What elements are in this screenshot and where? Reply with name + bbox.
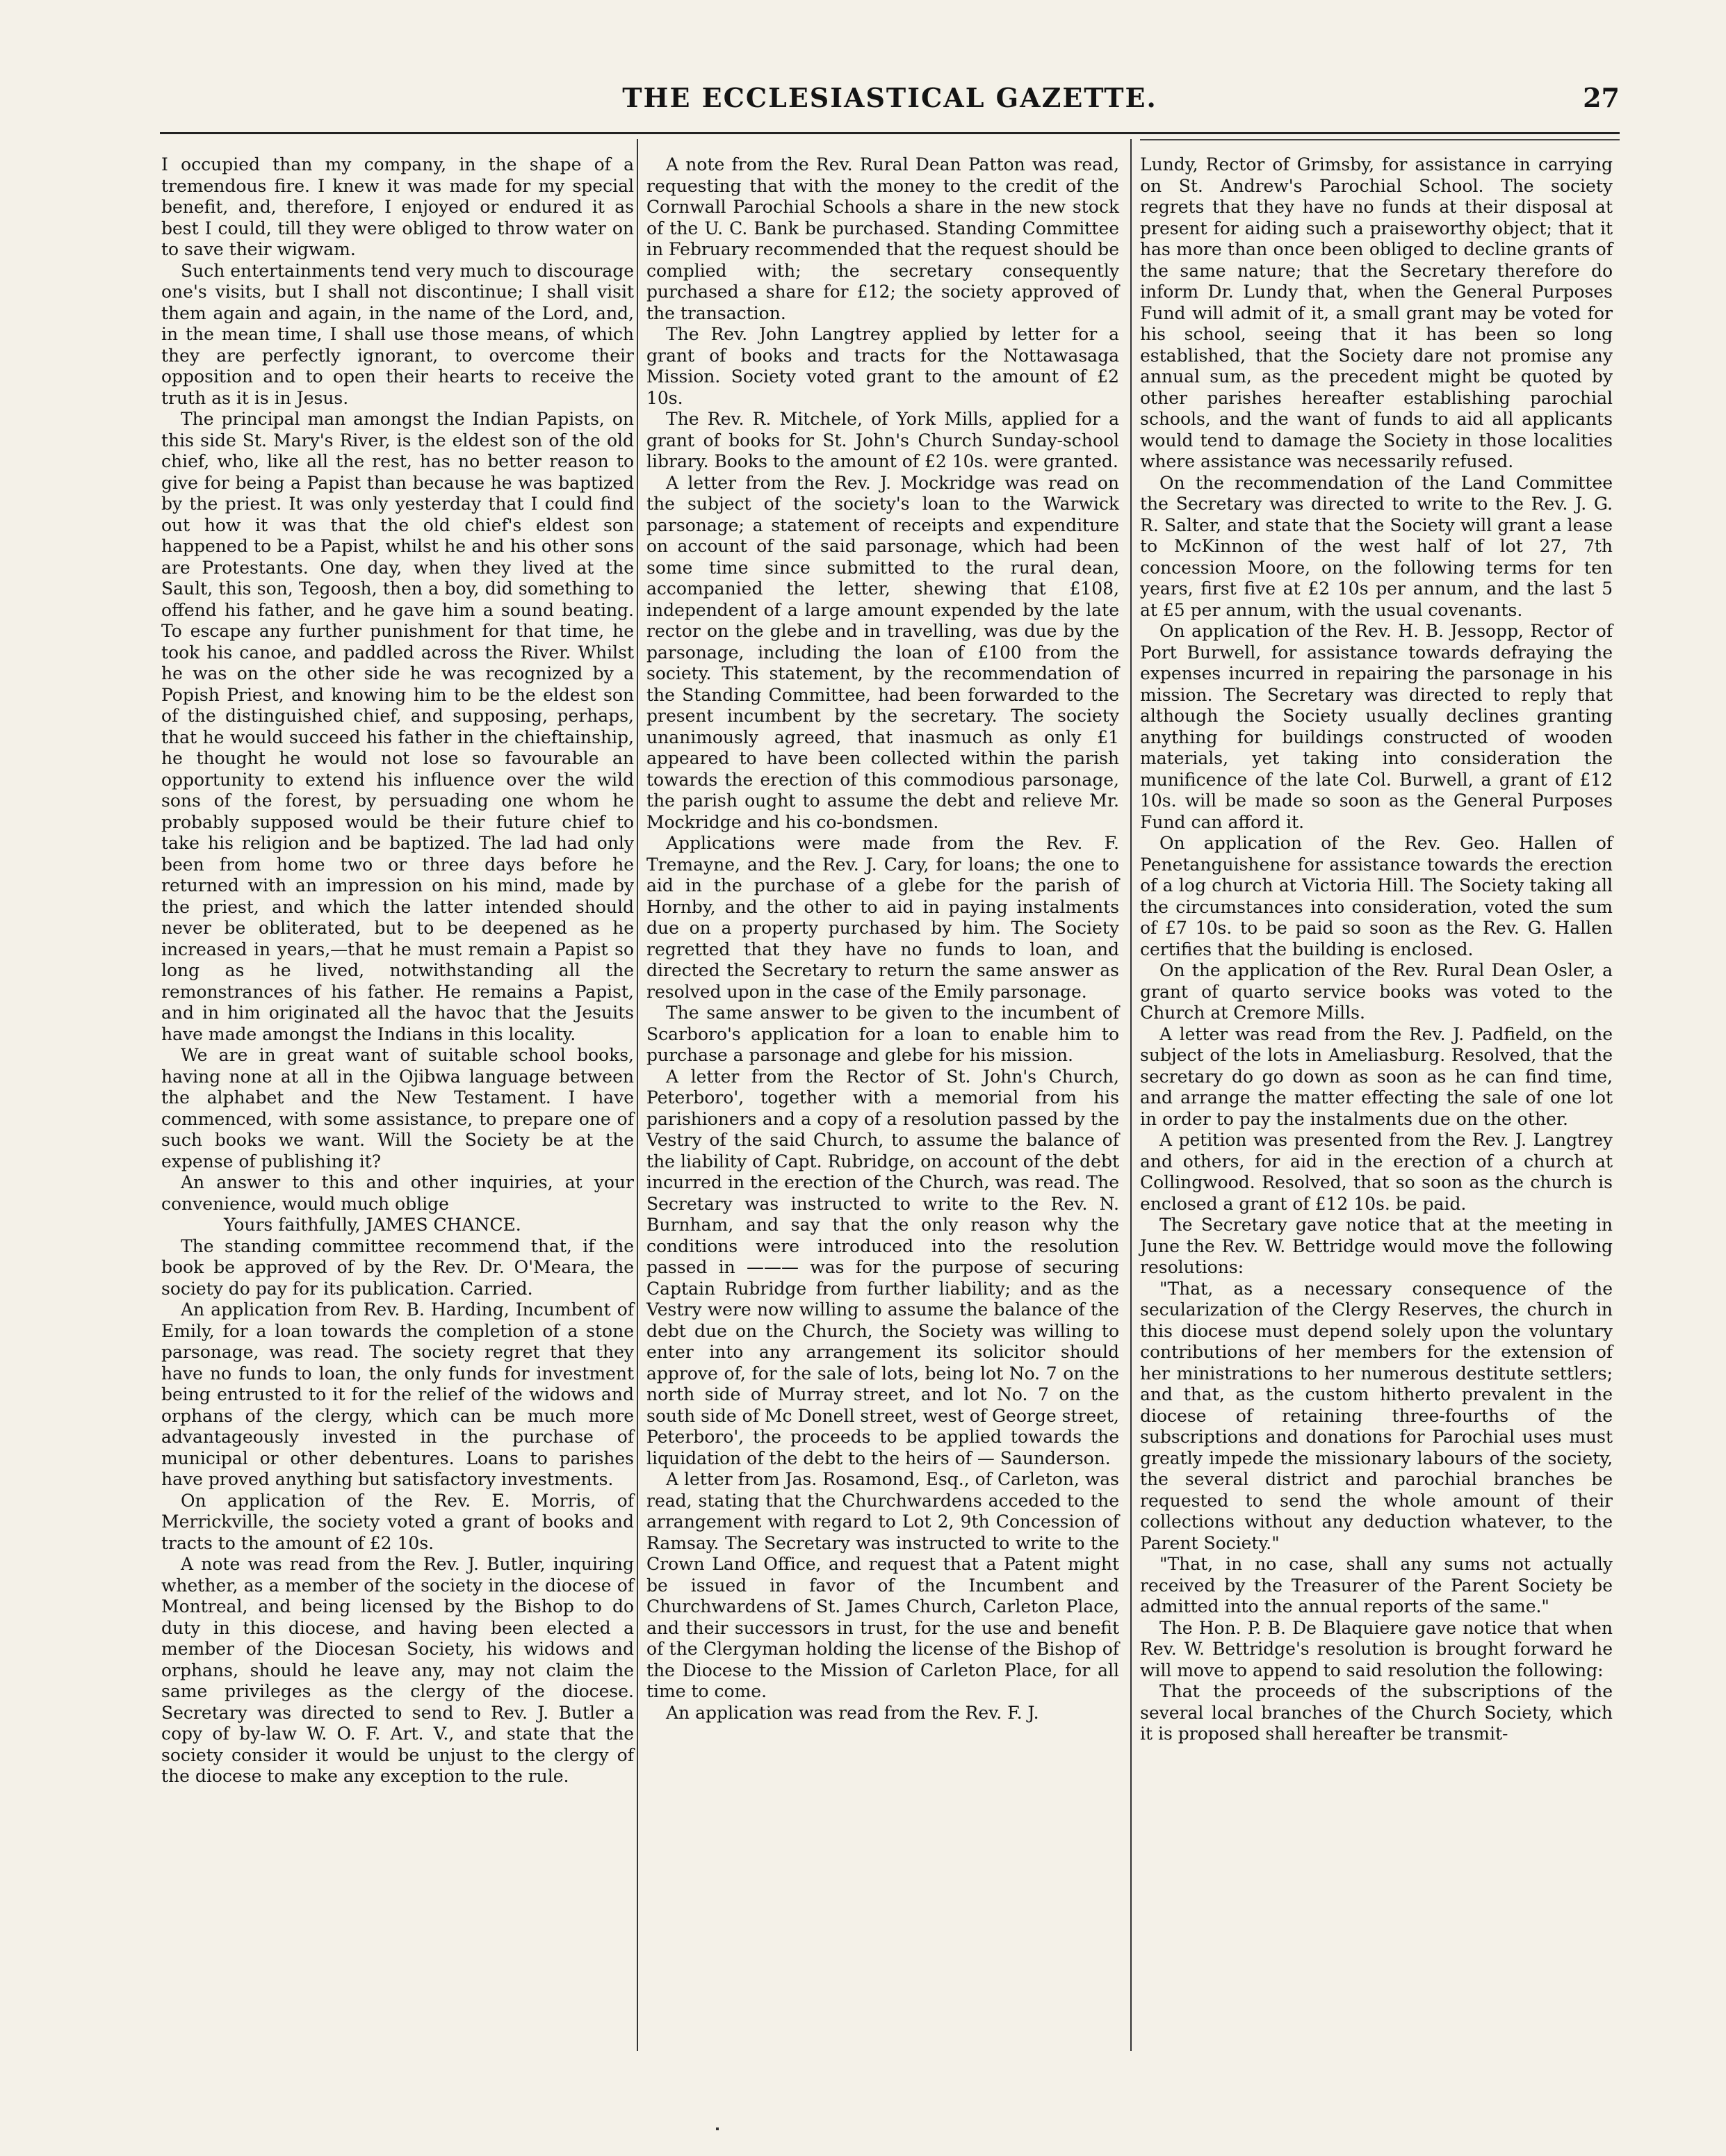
paragraph: The principal man amongst the Indian Papists, on this side St. Mary's River, is the eldest son of the old chief, who, like all the rest, has no better reason to give for being a Papist than because he was baptized by the priest. It was only yesterday that I could find out how it was that the old chief's eldest son happened to be a Papist, whilst he and his other sons are Protestants. One day, when they lived at the Sault, this son, Tegoosh, then a boy, did something to offend his father, and he gave him a sound beating. To escape any further punishment for that time, he took his canoe, and paddled across the River. Whilst he was on the other side he was recognized by a Popish Priest, and knowing him to be the eldest son of the distinguished chief, and supposing, perhaps, that he would succeed his father in the chieftainship, he thought he would not lose so favourable an opportunity to extend his influence over the wild sons of the forest, by persuading one whom he probably supposed would be their future chief to take his religion and be baptized. The lad had only been from home two or three days before he returned with an impression on his mind, made by the priest, and which the latter intended should never be obliterated, but to be deepened as he increased in years,—that he must remain a Papist so long as he lived, notwithstanding all the remonstrances of his father. He remains a Papist, and in him originated all the havoc that the Jesuits have made amongst the Indians in this locality.: [161, 409, 634, 1044]
paragraph: The Rev. John Langtrey applied by letter for a grant of books and tracts for the Nottawasaga Mission. Society voted grant to the amount of £2 10s.: [646, 324, 1119, 408]
paragraph: We are in great want of suitable school books, having none at all in the Ojibwa language between the alphabet and the New Testament. I have commenced, with some assistance, to prepare one of such books we want. Will the Society be at the expense of publishing it?: [161, 1045, 634, 1172]
paragraph: Lundy, Rector of Grimsby, for assistance in carrying on St. Andrew's Parochial School. The society regrets that they have no funds at their disposal at present for aiding such a praiseworthy object; that it has more than once been obliged to decline grants of the same nature; that the Secretary therefore do inform Dr. Lundy that, when the General Purposes Fund will admit of it, a small grant may be voted for his school, seeing that it has been so long established, that the Society dare not promise any annual sum, as the precedent might be quoted by other parishes hereafter establishing parochial schools, and the want of funds to aid all applicants would tend to damage the Society in those localities where assistance was necessarily refused.: [1140, 154, 1613, 471]
paragraph: A letter from the Rector of St. John's Church, Peterboro', together with a memorial from his parishioners and a copy of a resolution passed by the Vestry of the said Church, to assume the balance of the liability of Capt. Rubridge, on account of the debt incurred in the erection of the Church, was read. The Secretary was instructed to write to the Rev. N. Burnham, and say that the only reason why the conditions were introduced into the resolution passed in ——— was for the purpose of securing Captain Rubridge from further liability; and as the Vestry were now willing to assume the balance of the debt due on the Church, the Society was willing to enter into any arrangement its solicitor should approve of, for the sale of lots, being lot No. 7 on the north side of Murray street, and lot No. 7 on the south side of Mc Donell street, west of George street, Peterboro', the proceeds to be applied towards the liquidation of the debt to the heirs of — Saunderson.: [646, 1066, 1119, 1468]
letter-signature: Yours faithfully, JAMES CHANCE.: [224, 1215, 521, 1235]
paragraph: On the recommendation of the Land Committee the Secretary was directed to write to the Rev. J. G. R. Salter, and state that the Society will grant a lease to McKinnon of the west half of lot 27, 7th concession Moore, on the following terms for ten years, first five at £2 10s per annum, and the last 5 at £5 per annum, with the usual covenants.: [1140, 472, 1613, 620]
print-speck: [716, 2127, 719, 2130]
paragraph: "That, in no case, shall any sums not actually received by the Treasurer of the Parent Society be admitted into the annual reports of the same.": [1140, 1554, 1613, 1616]
column-2: [646, 154, 1119, 1724]
paragraph: "That, as a necessary consequence of the secularization of the Clergy Reserves, the church in this diocese must depend solely upon the voluntary contributions of her members for the extension of her ministrations to her numerous destitute settlers; and that, as the custom hitherto prevalent in the diocese of retaining three-fourths of the subscriptions and donations for Parochial uses must greatly impede the missionary labours of the society, the several district and parochial branches be requested to send the whole amount of their collections without any deduction whatever, to the Parent Society.": [1140, 1278, 1613, 1553]
paragraph: I occupied than my company, in the shape of a tremendous fire. I knew it was made for my special benefit, and, therefore, I enjoyed or endured it as best I could, till they were obliged to throw water on to save their wigwam.: [161, 154, 634, 259]
page-header: [160, 82, 1620, 131]
column-1: [161, 154, 634, 1788]
paragraph: An application from Rev. B. Harding, Incumbent of Emily, for a loan towards the completion of a stone parsonage, was read. The society regret that they have no funds to loan, the only funds for investment being entrusted to it for the relief of the widows and orphans of the clergy, which can be much more advantageously invested in the purchase of municipal or other debentures. Loans to parishes have proved anything but satisfactory investments.: [161, 1299, 634, 1489]
paragraph: On application of the Rev. Geo. Hallen of Penetanguishene for assistance towards the erection of a log church at Victoria Hill. The Society taking all the circumstances into consideration, voted the sum of £7 10s. to be paid so soon as the Rev. G. Hallen certifies that the building is enclosed.: [1140, 833, 1613, 959]
paragraph: That the proceeds of the subscriptions of the several local branches of the Church Society, which it is proposed shall hereafter be transmit-: [1140, 1681, 1613, 1744]
page-title: THE ECCLESIASTICAL GAZETTE.: [622, 82, 1157, 113]
paragraph: The Secretary gave notice that at the meeting in June the Rev. W. Bettridge would move the following resolutions:: [1140, 1215, 1613, 1277]
paragraph: The same answer to be given to the incumbent of Scarboro's application for a loan to enable him to purchase a parsonage and glebe for his mission.: [646, 1003, 1119, 1065]
paragraph: On application of the Rev. H. B. Jessopp, Rector of Port Burwell, for assistance towards defraying the expenses incurred in repairing the parsonage in his mission. The Secretary was directed to reply that although the Society usually declines granting anything for buildings constructed of wooden materials, yet taking into consideration the munificence of the late Col. Burwell, a grant of £12 10s. will be made so soon as the General Purposes Fund can afford it.: [1140, 621, 1613, 832]
paragraph: An answer to this and other inquiries, at your convenience, would much oblige: [161, 1172, 634, 1214]
paragraph: A letter from the Rev. J. Mockridge was read on the subject of the society's loan to the Warwick parsonage; a statement of receipts and expenditure on account of the said parsonage, which had been some time since submitted to the rural dean, accompanied the letter, shewing that £108, independent of a large amount expended by the late rector on the glebe and in travelling, was due by the parsonage, including the loan of £100 from the society. This statement, by the recommendation of the Standing Committee, had been forwarded to the present incumbent by the secretary. The society unanimously agreed, that inasmuch as only £1 appeared to have been collected within the parish towards the erection of this commodious parsonage, the parish ought to assume the debt and relieve Mr. Mockridge and his co-bondsmen.: [646, 472, 1119, 832]
header-rule: [160, 132, 1620, 134]
paragraph: A letter from Jas. Rosamond, Esq., of Carleton, was read, stating that the Churchwardens acceded to the arrangement with regard to Lot 2, 9th Concession of Ramsay. The Secretary was instructed to write to the Crown Land Office, and request that a Patent might be issued in favor of the Incumbent and Churchwardens of St. James Church, Carleton Place, and their successors in trust, for the use and benefit of the Clergyman holding the license of the Bishop of the Diocese to the Mission of Carleton Place, for all time to come.: [646, 1469, 1119, 1701]
paragraph: A letter was read from the Rev. J. Padfield, on the subject of the lots in Ameliasburg. Resolved, that the secretary do go down as soon as he can find time, and arrange the matter effecting the sale of one lot in order to pay the instalments due on the other.: [1140, 1023, 1613, 1129]
column-divider: [637, 139, 638, 2051]
paragraph: The Hon. P. B. De Blaquiere gave notice that when Rev. W. Bettridge's resolution is brought forward he will move to append to said resolution the following:: [1140, 1617, 1613, 1680]
paragraph: A note was read from the Rev. J. Butler, inquiring whether, as a member of the society in the diocese of Montreal, and being licensed by the Bishop to do duty in this diocese, and having been elected a member of the Diocesan Society, his widows and orphans, should he leave any, may not claim the same privileges as the clergy of the diocese. Secretary was directed to send to Rev. J. Butler a copy of by-law W. O. F. Art. V., and state that the society consider it would be unjust to the clergy of the diocese to make any exception to the rule.: [161, 1554, 634, 1786]
paragraph: On the application of the Rev. Rural Dean Osler, a grant of quarto service books was voted to the Church at Cremore Mills.: [1140, 960, 1613, 1023]
paragraph: The Rev. R. Mitchele, of York Mills, applied for a grant of books for St. John's Church Sunday-school library. Books to the amount of £2 10s. were granted.: [646, 409, 1119, 471]
paragraph: A petition was presented from the Rev. J. Langtrey and others, for aid in the erection of a church at Collingwood. Resolved, that so soon as the church is enclosed a grant of £12 10s. be paid.: [1140, 1130, 1613, 1214]
paragraph: Applications were made from the Rev. F. Tremayne, and the Rev. J. Cary, for loans; the one to aid in the purchase of a glebe for the parish of Hornby, and the other to aid in paying instalments due on a property purchased by him. The Society regretted that they have no funds to loan, and directed the Secretary to return the same answer as resolved upon in the case of the Emily parsonage.: [646, 833, 1119, 1002]
paragraph: A note from the Rev. Rural Dean Patton was read, requesting that with the money to the credit of the Cornwall Parochial Schools a share in the new stock of the U. C. Bank be purchased. Standing Committee in February recommended that the request should be complied with; the secretary consequently purchased a share for £12; the society approved of the transaction.: [646, 154, 1119, 323]
column-divider: [1130, 139, 1132, 2051]
page-number: 27: [1583, 82, 1620, 113]
header-rule-secondary: [1140, 139, 1620, 140]
paragraph: On application of the Rev. E. Morris, of Merrickville, the society voted a grant of books and tracts to the amount of £2 10s.: [161, 1490, 634, 1553]
column-3: [1140, 154, 1613, 1745]
paragraph: Such entertainments tend very much to discourage one's visits, but I shall not discontinue; I shall visit them again and again, in the name of the Lord, and, in the mean time, I shall use those means, of which they are perfectly ignorant, to overcome their opposition and to open their hearts to receive the truth as it is in Jesus.: [161, 260, 634, 408]
paragraph: An application was read from the Rev. F. J.: [666, 1702, 1039, 1723]
paragraph: The standing committee recommend that, if the book be approved of by the Rev. Dr. O'Meara, the society do pay for its publication. Carried.: [161, 1235, 634, 1299]
